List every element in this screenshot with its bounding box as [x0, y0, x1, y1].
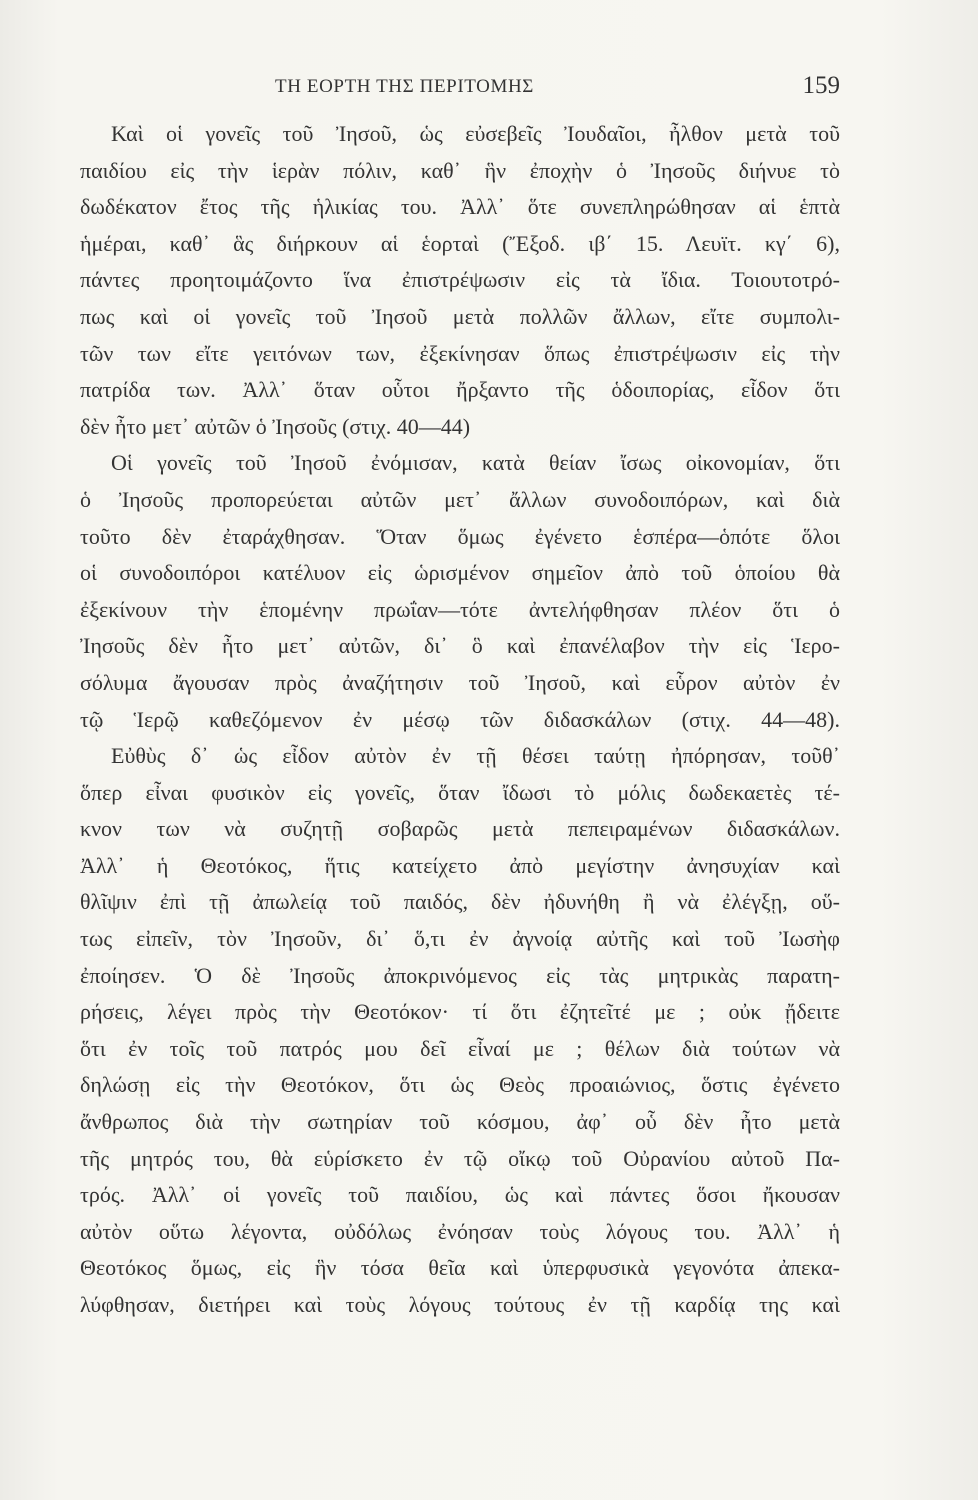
text-line: τῆς μητρός του, θὰ εὑρίσκετο ἐν τῷ οἴκῳ τοῦ Οὐρανίου αὐτοῦ Πα-: [80, 1145, 840, 1171]
text-line: πατρίδα των. Ἀλλ᾽ ὅταν οὗτοι ἤρξαντο τῆς ὁδοιπορίας, εἶδον ὅτι: [80, 377, 840, 403]
text-line: δωδέκατον ἔτος τῆς ἡλικίας του. Ἀλλ᾽ ὅτε συνεπληρώθησαν αἱ ἑπτὰ: [80, 194, 840, 220]
body-text: [80, 116, 840, 1324]
text-line: παιδίου εἰς τὴν ἱερὰν πόλιν, καθ᾽ ἣν ἐποχὴν ὁ Ἰησοῦς διήνυε τὸ: [80, 157, 840, 183]
text-line: ἡμέραι, καθ᾽ ἃς διήρκουν αἱ ἑορταὶ (Ἔξοδ. ιβ΄ 15. Λευϊτ. κγ΄ 6),: [80, 230, 840, 256]
text-line: κνον των νὰ συζητῇ σοβαρῶς μετὰ πεπειραμένων διδασκάλων.: [80, 816, 840, 842]
text-line: ὁ Ἰησοῦς προπορεύεται αὐτῶν μετ᾽ ἄλλων συνοδοιπόρων, καὶ διὰ: [80, 486, 840, 512]
page-number: 159: [802, 72, 840, 99]
text-line: δηλώσῃ εἰς τὴν Θεοτόκον, ὅτι ὡς Θεὸς προαιώνιος, ὅστις ἐγένετο: [80, 1072, 840, 1098]
text-line: ἐξεκίνουν τὴν ἑπομένην πρωΐαν—τότε ἀντελήφθησαν πλέον ὅτι ὁ: [80, 596, 840, 622]
text-line: πως καὶ οἱ γονεῖς τοῦ Ἰησοῦ μετὰ πολλῶν ἄλλων, εἴτε συμπολι-: [80, 303, 840, 329]
text-line: Καὶ οἱ γονεῖς τοῦ Ἰησοῦ, ὡς εὐσεβεῖς Ἰουδαῖοι, ἦλθον μετὰ τοῦ: [111, 121, 840, 146]
text-line: Ἰησοῦς δὲν ἦτο μετ᾽ αὐτῶν, δι᾽ ὃ καὶ ἐπανέλαβον τὴν εἰς Ἱερο-: [80, 633, 840, 659]
text-line: σόλυμα ἄγουσαν πρὸς ἀναζήτησιν τοῦ Ἰησοῦ, καὶ εὗρον αὐτὸν ἐν: [80, 669, 840, 695]
page-header: [80, 72, 840, 106]
text-line: τοῦτο δὲν ἐταράχθησαν. Ὅταν ὅμως ἐγένετο ἑσπέρα—ὁπότε ὅλοι: [80, 523, 840, 549]
text-line: ἄνθρωπος διὰ τὴν σωτηρίαν τοῦ κόσμου, ἀφ᾽ οὗ δὲν ἦτο μετὰ: [80, 1109, 840, 1135]
text-line: θλῖψιν ἐπὶ τῇ ἀπωλείᾳ τοῦ παιδός, δὲν ἠδυνήθη ἢ νὰ ἐλέγξῃ, οὕ-: [80, 889, 840, 915]
text-line: τῶν των εἴτε γειτόνων των, ἐξεκίνησαν ὅπως ἐπιστρέψωσιν εἰς τὴν: [80, 340, 840, 366]
text-line: ὅτι ἐν τοῖς τοῦ πατρός μου δεῖ εἶναί με ; θέλων διὰ τούτων νὰ: [80, 1035, 840, 1061]
running-title: ΤΗ ΕΟΡΤΗ ΤΗΣ ΠΕΡΙΤΟΜΗΣ: [275, 76, 534, 97]
text-line: τως εἰπεῖν, τὸν Ἰησοῦν, δι᾽ ὅ,τι ἐν ἀγνοίᾳ αὐτῆς καὶ τοῦ Ἰωσὴφ: [80, 926, 840, 952]
text-line: Εὐθὺς δ᾽ ὡς εἶδον αὐτὸν ἐν τῇ θέσει ταύτῃ ἠπόρησαν, τοῦθ᾽: [111, 743, 840, 769]
text-line: Οἱ γονεῖς τοῦ Ἰησοῦ ἐνόμισαν, κατὰ θείαν ἴσως οἰκονομίαν, ὅτι: [111, 450, 840, 476]
text-line: ἐποίησεν. Ὁ δὲ Ἰησοῦς ἀποκρινόμενος εἰς τὰς μητρικὰς παρατη-: [80, 962, 840, 988]
text-line: αὐτὸν οὕτω λέγοντα, οὐδόλως ἐνόησαν τοὺς λόγους του. Ἀλλ᾽ ἡ: [80, 1218, 840, 1244]
text-line: ὅπερ εἶναι φυσικὸν εἰς γονεῖς, ὅταν ἴδωσι τὸ μόλις δωδεκαετὲς τέ-: [80, 779, 840, 805]
text-line: Θεοτόκος ὅμως, εἰς ἣν τόσα θεῖα καὶ ὑπερφυσικὰ γεγονότα ἀπεκα-: [80, 1255, 840, 1281]
text-line: Ἀλλ᾽ ἡ Θεοτόκος, ἥτις κατείχετο ἀπὸ μεγίστην ἀνησυχίαν καὶ: [80, 852, 840, 878]
text-line: πάντες προητοιμάζοντο ἵνα ἐπιστρέψωσιν εἰς τὰ ἴδια. Τοιουτοτρό-: [80, 267, 840, 293]
text-line: τρός. Ἀλλ᾽ οἱ γονεῖς τοῦ παιδίου, ὡς καὶ πάντες ὅσοι ἤκουσαν: [80, 1182, 840, 1208]
text-line: οἱ συνοδοιπόροι κατέλυον εἰς ὡρισμένον σημεῖον ἀπὸ τοῦ ὁποίου θὰ: [80, 560, 840, 586]
text-line: τῷ Ἱερῷ καθεζόμενον ἐν μέσῳ τῶν διδασκάλων (στιχ. 44—48).: [80, 706, 840, 732]
text-line: δὲν ἦτο μετ᾽ αὐτῶν ὁ Ἰησοῦς (στιχ. 40—44): [80, 413, 471, 439]
text-line: ρήσεις, λέγει πρὸς τὴν Θεοτόκον· τί ὅτι ἐζητεῖτέ με ; οὐκ ᾔδειτε: [80, 999, 840, 1025]
text-line: λύφθησαν, διετήρει καὶ τοὺς λόγους τούτους ἐν τῇ καρδίᾳ της καὶ: [80, 1292, 840, 1317]
